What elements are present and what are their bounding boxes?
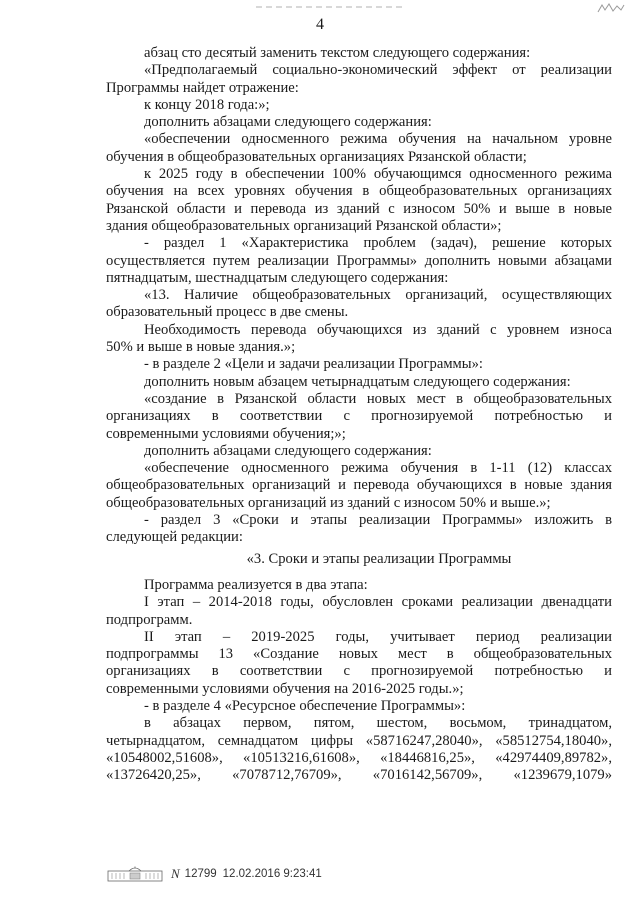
text-line: общеобразовательных организаций из зданий с износом 50% и выше.»; <box>106 494 551 511</box>
text-line: обучения в общеобразовательных организациях Рязанской области; <box>106 148 527 165</box>
text-line: «Предполагаемый социально-экономический эффект от реализации <box>144 62 612 79</box>
text-line: II этап – 2019-2025 годы, учитывает период реализации <box>144 628 612 645</box>
text-line: Необходимость перевода обучающихся из зданий с уровнем износа <box>144 321 612 338</box>
text-line: «13726420,25», «7078712,76709», «7016142,56709», «1239679,1079» <box>106 767 612 784</box>
text-line: I этап – 2014-2018 годы, обусловлен сроками реализации двенадцати <box>144 594 612 611</box>
scan-artifact <box>256 6 406 8</box>
text-line: следующей редакции: <box>106 529 243 546</box>
text-line: «обеспечение односменного режима обучения в 1-11 (12) классах <box>144 460 612 477</box>
text-line: современными условиями обучения;»; <box>106 425 346 442</box>
document-footer <box>107 866 322 882</box>
text-line: к концу 2018 года:»; <box>144 96 270 113</box>
text-line: общеобразовательных организаций и перевода обучающихся в новые здания <box>106 477 612 494</box>
number-symbol: N <box>171 866 180 881</box>
text-line: абзац сто десятый заменить текстом следующего содержания: <box>144 45 531 61</box>
text-line: дополнить новым абзацем четырнадцатым следующего содержания: <box>144 373 571 390</box>
text-line: организациях в соответствии с прогнозируемой потребностью и <box>106 408 612 425</box>
registry-logo <box>107 866 163 882</box>
text-line: современными условиями обучения на 2016-2025 годы.»; <box>106 680 464 697</box>
text-line: «13. Наличие общеобразовательных организаций, осуществляющих <box>144 287 612 304</box>
corner-scan-mark <box>596 2 626 14</box>
text-line: Рязанской области и перевода из зданий с износом 50% и выше в новые <box>106 200 612 217</box>
text-line: «обеспечении односменного режима обучения на начальном уровне <box>144 131 612 148</box>
text-line: в абзацах первом, пятом, шестом, восьмом, тринадцатом, <box>144 715 612 732</box>
text-line: дополнить абзацами следующего содержания: <box>144 114 432 131</box>
document-number: 12799 <box>184 868 217 880</box>
text-line: дополнить абзацами следующего содержания: <box>144 442 432 459</box>
text-line: образовательный процесс в две смены. <box>106 304 349 321</box>
text-line: организациях в соответствии с прогнозируемой потребностью и <box>106 663 612 680</box>
text-line: - в разделе 4 «Ресурсное обеспечение Программы»: <box>144 697 466 714</box>
text-line: подпрограммы 13 «Создание новых мест в общеобразовательных <box>106 646 612 663</box>
text-line: Программы найдет отражение: <box>106 79 299 96</box>
text-line: - раздел 1 «Характеристика проблем (задач), решение которых <box>144 235 612 252</box>
document-body <box>106 45 612 784</box>
text-line: «создание в Рязанской области новых мест в общеобразовательных <box>144 390 612 407</box>
section-heading: «3. Сроки и этапы реализации Программы <box>246 550 512 567</box>
text-line: обучения на всех уровнях обучения в общеобразовательных организациях <box>106 183 612 200</box>
text-line: 50% и выше в новые здания.»; <box>106 339 296 356</box>
text-line: к 2025 году в обеспечении 100% обучающимся односменного режима <box>144 166 612 183</box>
text-line: осуществляется путем реализации Программы» дополнить новыми абзацами <box>106 252 612 269</box>
document-datetime: 12.02.2016 9:23:41 <box>222 868 322 880</box>
text-line: - раздел 3 «Сроки и этапы реализации Программы» изложить в <box>144 512 612 529</box>
page-number: 4 <box>316 16 324 33</box>
text-line: пятнадцатым, шестнадцатым следующего содержания: <box>106 269 449 286</box>
text-line: здания общеобразовательных организаций Рязанской области»; <box>106 217 502 234</box>
text-line: «10548002,51608», «10513216,61608», «18446816,25», «42974409,89782», <box>106 749 612 766</box>
text-line: - в разделе 2 «Цели и задачи реализации Программы»: <box>144 356 483 373</box>
text-line: Программа реализуется в два этапа: <box>144 576 368 593</box>
text-line: четырнадцатом, семнадцатом цифры «58716247,28040», «58512754,18040», <box>106 732 612 749</box>
text-line: подпрограмм. <box>106 611 193 628</box>
